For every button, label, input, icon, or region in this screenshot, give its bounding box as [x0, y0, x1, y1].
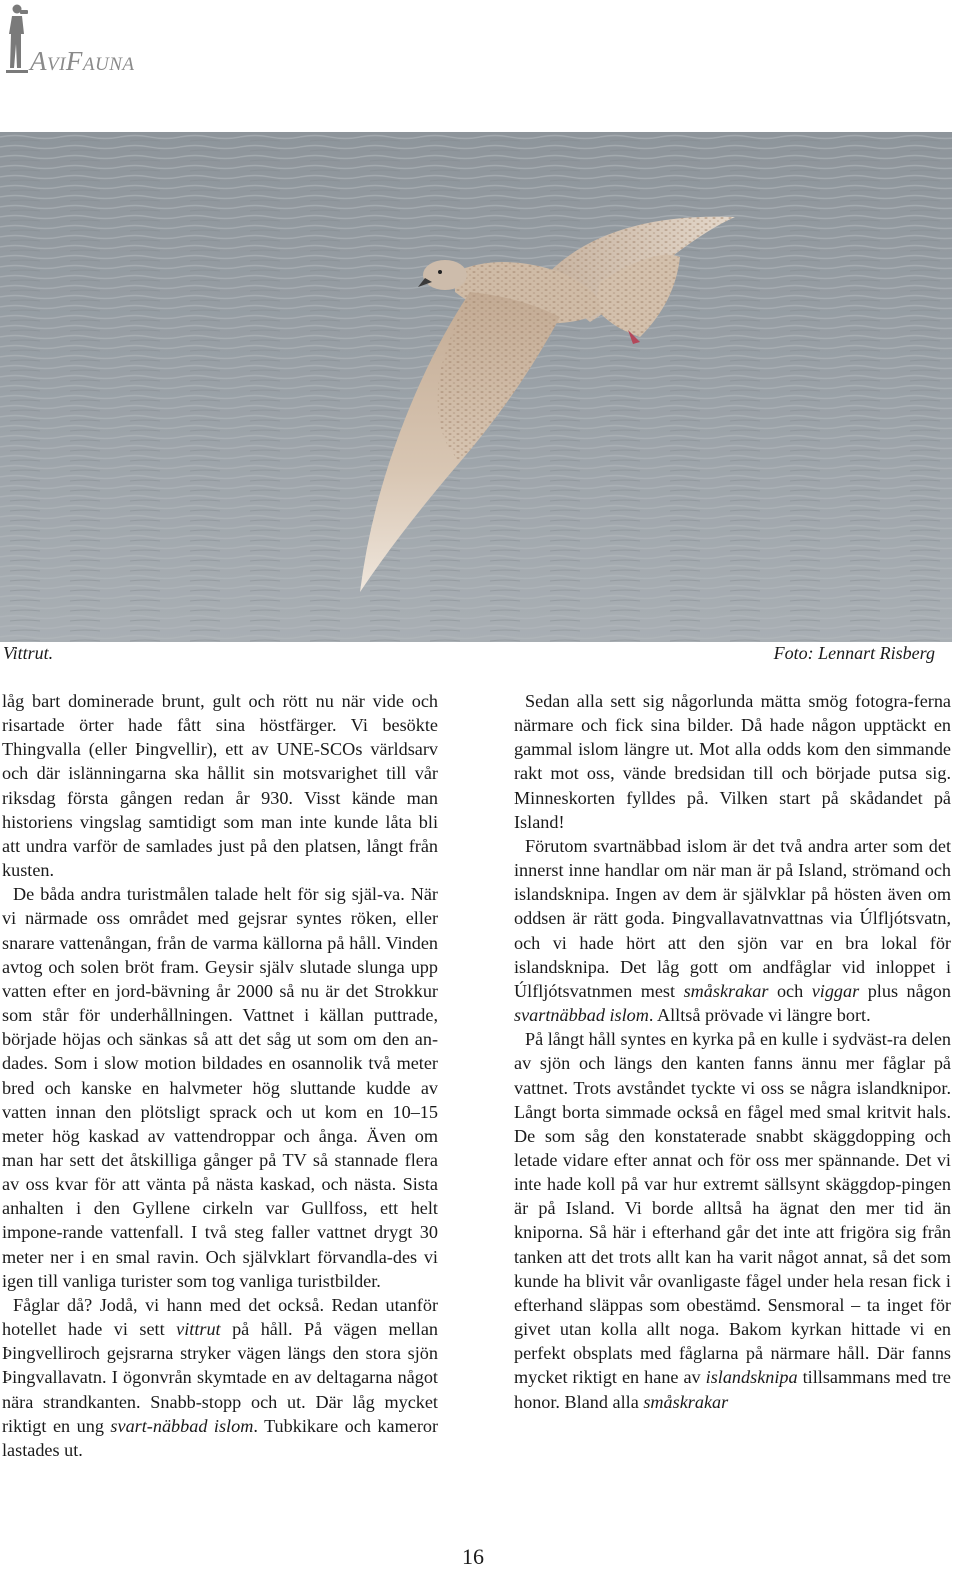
caption-title: Vittrut.: [3, 643, 54, 663]
logo-text: AviFauna: [30, 46, 135, 76]
paragraph: Fåglar då? Jodå, vi hann med det också. Redan utanför hotellet hade vi sett vittrut på håll. På vägen mellan Þingvelliroch gejsrarna stryker vägen längs den stora sjön Þingvallavatn. I ögonvrån skymtade en av deltagarna något nära strandkanten. Snabb-stopp och ut. Där låg mycket riktigt en ung svart-näbbad islom. Tubkikare och kameror lastades ut.: [2, 1294, 439, 1460]
paragraph: låg bart dominerade brunt, gult och rött nu när vide och risartade örter hade fått sina höstfärger. Vi besökte Thingvalla (eller Þingvellir), ett av UNE-SCOs världsarv och där islänningarna ska hållit sin motsvarighet till vår riksdag första gången redan år 930. Visst kände man historiens vingslag samtidigt som man inte kunde låta bli att undra varför de samlades just på den platsen, långt från kusten.: [2, 691, 438, 881]
article-column-left: [2, 689, 438, 1462]
species-name: islandsknipa: [705, 1367, 798, 1388]
species-name: småskrakar: [683, 980, 769, 1001]
paragraph: Sedan alla sett sig någorlunda mätta smög fotogra-ferna närmare och fick sina bilder. Då hade någon upptäckt en gammal islom längre ut. Mot alla odds kom den simmande rakt mot oss, vände bredsidan till och började putsa sig. Minneskorten fylldes på. Vilken start på skådandet på Island!: [514, 691, 951, 832]
species-name: småskrakar: [643, 1391, 729, 1412]
species-name: svartnäbbad islom: [514, 1005, 649, 1026]
species-name: svart-näbbad islom: [110, 1415, 254, 1436]
article-column-right: [514, 689, 951, 1414]
birdwatcher-icon: [2, 0, 32, 75]
paragraph: På långt håll syntes en kyrka på en kulle i sydväst-ra delen av sjön och längs den kanten fanns ännu mer fåglar på vattnet. Trots avståndet tyckte vi oss se några islandknipor. Långt borta simmade också en fågel med smal kritvit hals. De som såg den konstaterade snabbt skäggdopping och letade vidare efter annat och för oss mer spännande. Det vi inte hade koll på var hur extremt sällsynt skäggdop-pingen är på Island. Vi borde alltså ha ägnat den mer tid än kniporna. Så här i efterhand går det inte att frigöra sig från tanken att det trots allt kan ha varit något annat, så det som kunde ha blivit vår ovanligaste fågel under hela resan fick i efterhand släppas som obestämd. Sensmoral – ta inget för givet utan kolla allt noga. Bakom kyrkan hittade vi en perfekt obsplats med fåglarna på närmare håll. Där fanns mycket riktigt en hane av islandsknipa tillsammans med tre honor. Bland alla småskrakar: [514, 1029, 951, 1412]
species-name: viggar: [811, 980, 860, 1001]
photo-credit: Foto: Lennart Risberg: [773, 643, 935, 663]
species-name: vittrut: [176, 1319, 221, 1340]
publication-logo: [0, 0, 200, 90]
page-number: 16: [462, 1544, 484, 1569]
bird-photo: [0, 132, 952, 642]
paragraph: De båda andra turistmålen talade helt för sig själ-va. När vi närmade oss området med gejsrar syntes röken, eller snarare vattenångan, från de varma källorna på håll. Vinden avtog och solen bröt fram. Geysir själv slutade slunga upp vatten efter en jord-bävning år 2000 så nu är det Strokkur som står för underhållningen. Vattnet i källan puttrade, började höjas och sänkas så att det såg ut som om den an-dades. Som i slow motion bildades en osannolik två meter bred och kanske en halvmeter hög sluttande kudde av vatten innan den plötsligt sprack och ut kom en 10–15 meter hög kaskad av vattendroppar och ånga. Även om man har sett det åtskilliga gånger på TV så stannade flera av oss kvar för att vänta på nästa kaskad, och nästa. Sista anhalten i den Gyllene cirkeln var Gullfoss, ett helt impone-rande vattenfall. I två steg faller vattnet drygt 30 meter ner i en smal ravin. Och självklart förvandla-des vi igen till vanliga turister som tog vanliga turistbilder.: [2, 884, 438, 1291]
paragraph: Förutom svartnäbbad islom är det två andra arter som det innerst inne handlar om när man är på Island, strömand och islandsknipa. Ingen av dem är självklar på hösten även om oddsen är rätt goda. Þingvallavatnvattnas via Úlfljótsvatn, och vi hade hört att den sjön var en bra lokal för islandsknipa. Det låg gott om andfåglar vid inloppet i Úlfljótsvatnmen mest småskrakar och viggar plus någon svartnäbbad islom. Alltså prövade vi längre bort.: [514, 835, 951, 1026]
photo-caption: [0, 643, 935, 667]
